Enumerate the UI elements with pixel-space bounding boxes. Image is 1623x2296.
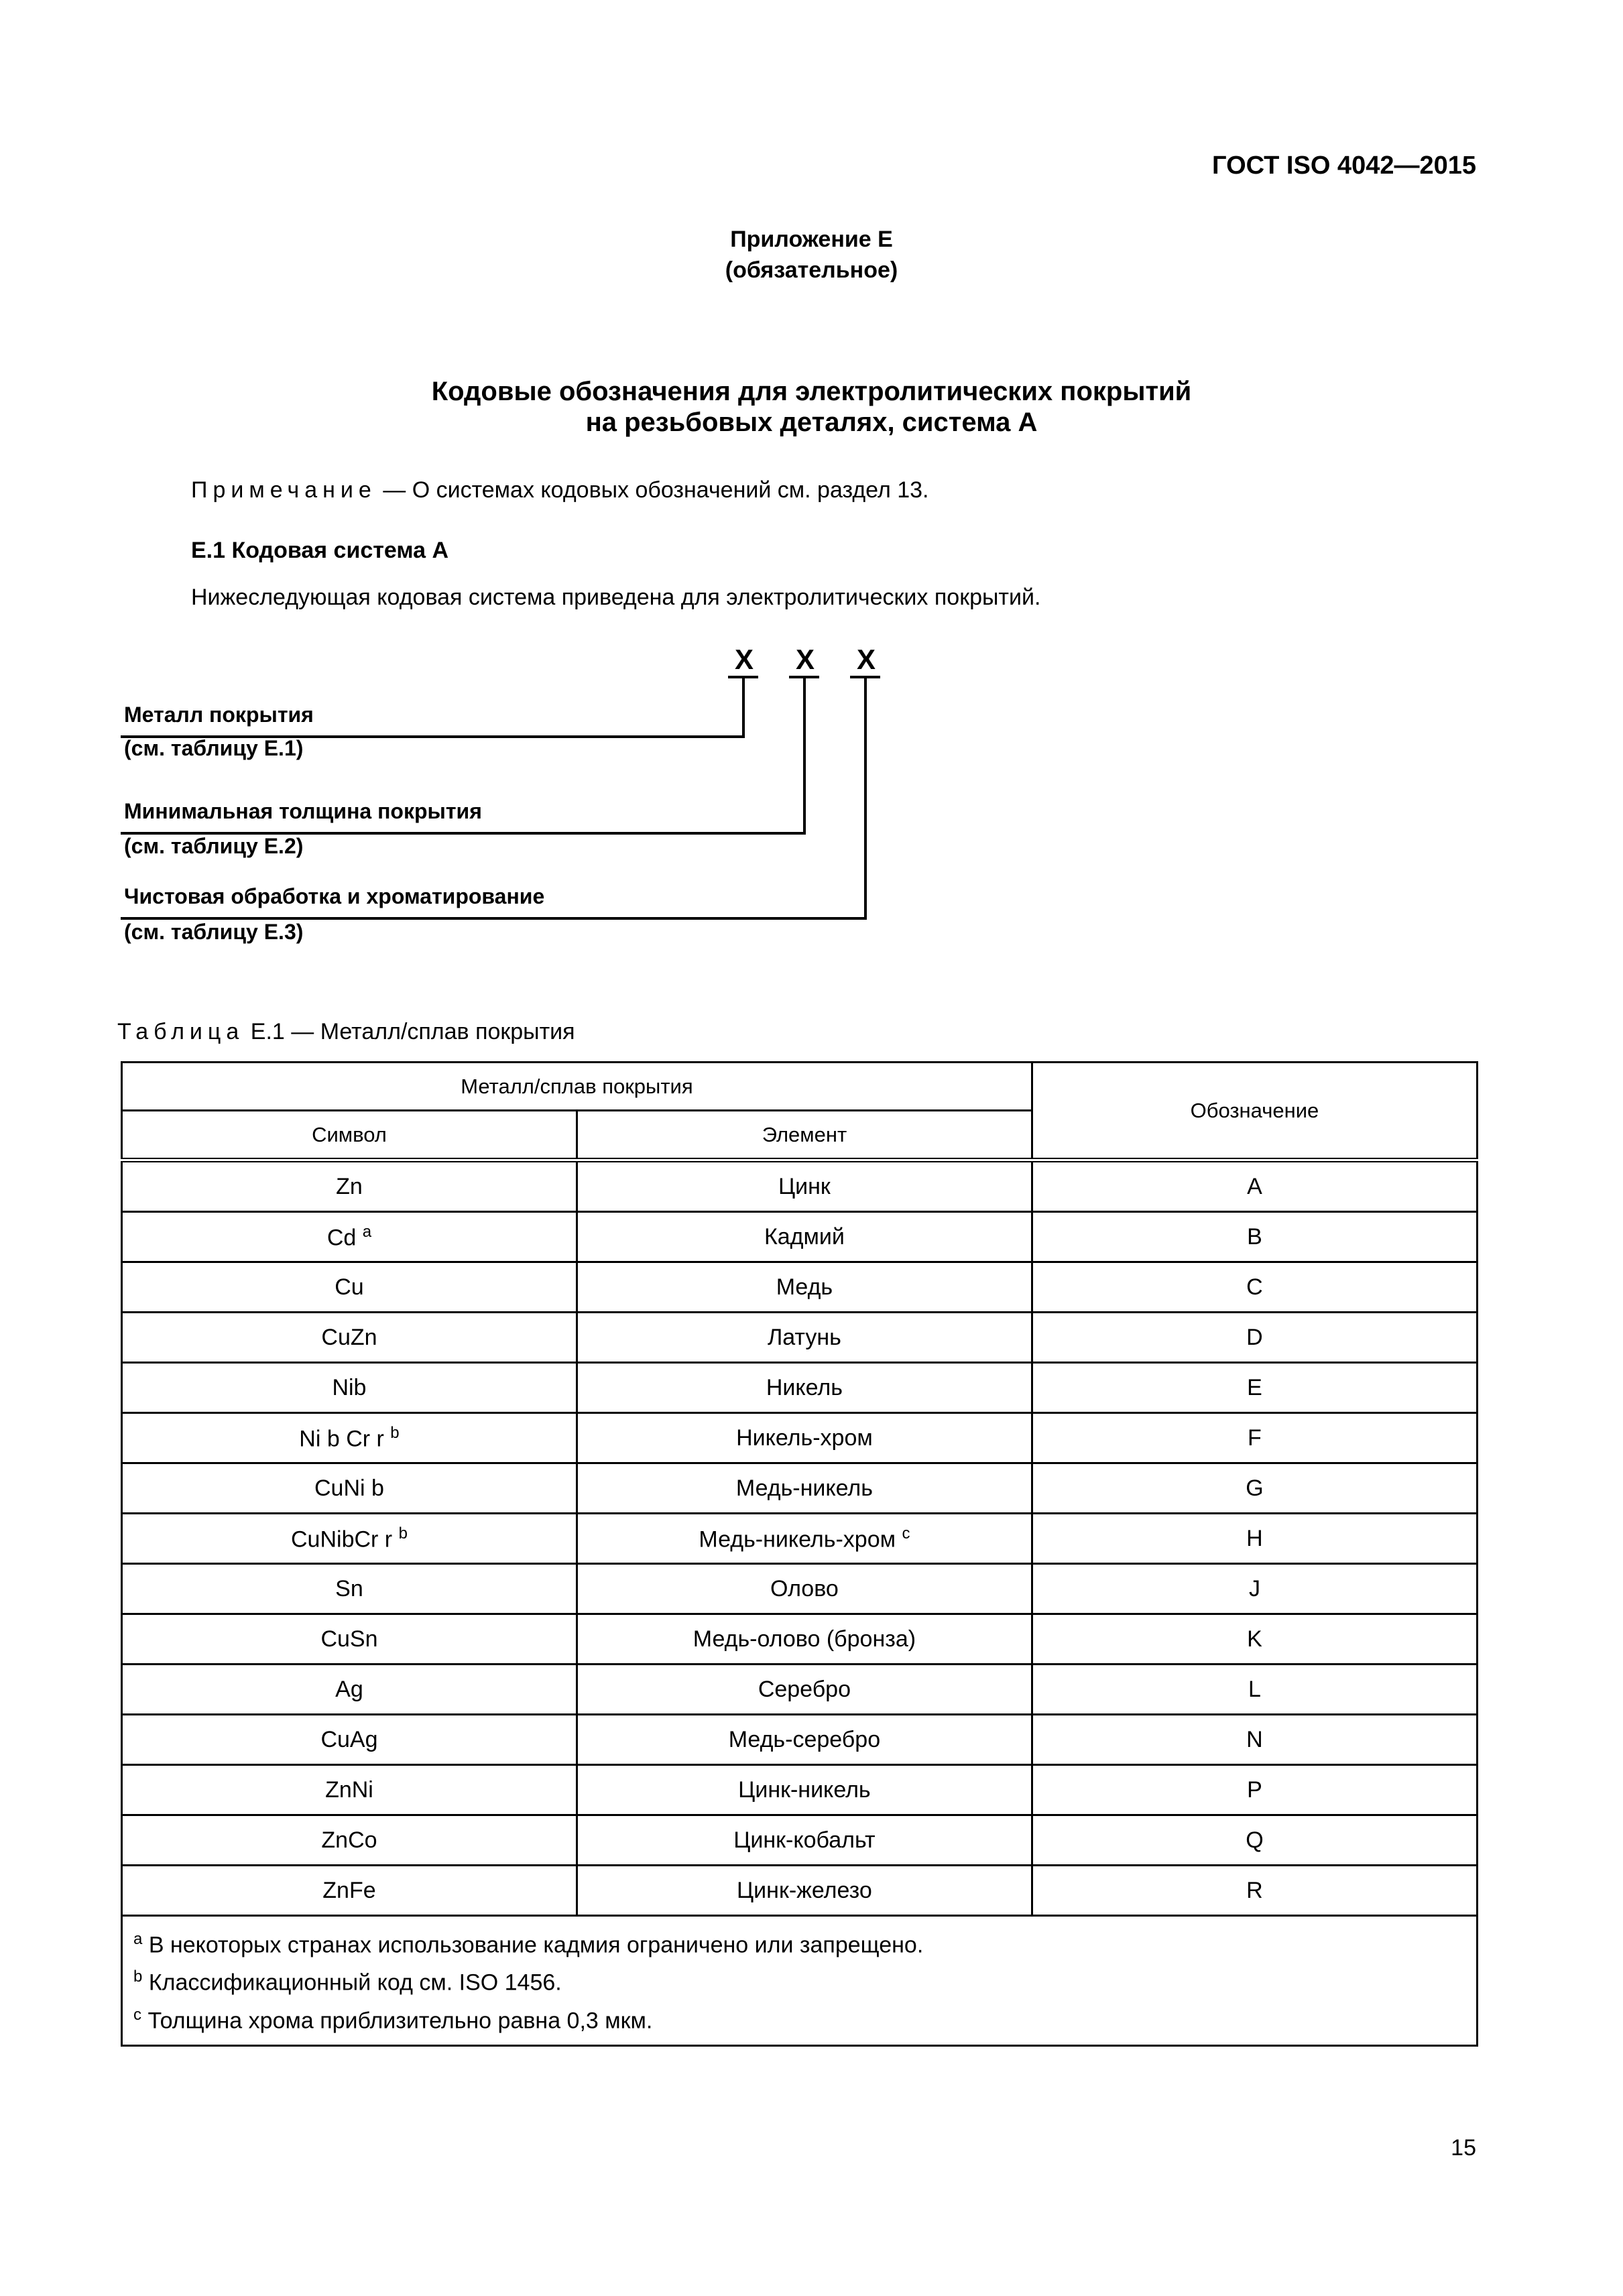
cell-code: E xyxy=(1032,1363,1477,1413)
table-row xyxy=(122,1363,1478,1413)
table-row xyxy=(122,1715,1478,1765)
cell-code: J xyxy=(1032,1564,1477,1614)
cell-code: N xyxy=(1032,1715,1477,1765)
leader-vertical-3 xyxy=(864,678,867,920)
cell-element: Латунь xyxy=(577,1313,1032,1363)
table-caption-text: Е.1 — Металл/сплав покрытия xyxy=(250,1019,575,1044)
table-row xyxy=(122,1463,1478,1514)
header-element: Элемент xyxy=(577,1111,1032,1160)
cell-code: D xyxy=(1032,1313,1477,1363)
cell-element: Кадмий xyxy=(577,1212,1032,1262)
cell-symbol: Ni b Cr r $^b$ xyxy=(122,1413,577,1463)
cell-element: Цинк xyxy=(577,1160,1032,1212)
cell-symbol: CuZn xyxy=(122,1313,577,1363)
table-row xyxy=(122,1564,1478,1614)
cell-code: C xyxy=(1032,1262,1477,1313)
note-label: Примечание xyxy=(191,477,377,503)
scheme-label-metal: Металл покрытия xyxy=(124,703,314,727)
code-mark-3: Х xyxy=(856,644,876,675)
cell-code: K xyxy=(1032,1614,1477,1665)
cell-symbol: CuAg xyxy=(122,1715,577,1765)
cell-element: Никель xyxy=(577,1363,1032,1413)
cell-symbol: CuNi b xyxy=(122,1463,577,1514)
cell-code: B xyxy=(1032,1212,1477,1262)
cell-element: Медь-серебро xyxy=(577,1715,1032,1765)
cell-code: R xyxy=(1032,1866,1477,1916)
table-row xyxy=(122,1614,1478,1665)
cell-element: Никель-хром xyxy=(577,1413,1032,1463)
cell-code: G xyxy=(1032,1463,1477,1514)
note xyxy=(191,477,929,503)
cell-code: A xyxy=(1032,1160,1477,1212)
cell-symbol: CuNibCr r $^b$ xyxy=(122,1514,577,1564)
cell-element: Медь-никель-хром $^c$ xyxy=(577,1514,1032,1564)
header-code: Обозначение xyxy=(1032,1063,1477,1160)
annex-title: Приложение Е xyxy=(730,227,893,252)
cell-symbol: Ag xyxy=(122,1665,577,1715)
note-text: — О системах кодовых обозначений см. раздел 13. xyxy=(383,477,929,503)
cell-element: Медь-олово (бронза) xyxy=(577,1614,1032,1665)
table-row xyxy=(122,1262,1478,1313)
annex-status: (обязательное) xyxy=(725,257,898,283)
table-row xyxy=(122,1866,1478,1916)
scheme-ref-thickness: (см. таблицу Е.2) xyxy=(124,834,304,858)
table-row xyxy=(122,1313,1478,1363)
footnote-b: $^b$ Классификационный код см. ISO 1456. xyxy=(133,1968,562,1996)
cell-symbol: Sn xyxy=(122,1564,577,1614)
cell-code: P xyxy=(1032,1765,1477,1815)
page-number: 15 xyxy=(1451,2135,1476,2161)
cell-symbol: Nib xyxy=(122,1363,577,1413)
cell-element: Серебро xyxy=(577,1665,1032,1715)
scheme-label-thickness: Минимальная толщина покрытия xyxy=(124,799,482,823)
cell-code: H xyxy=(1032,1514,1477,1564)
cell-code: Q xyxy=(1032,1815,1477,1866)
table-row xyxy=(122,1815,1478,1866)
table-row xyxy=(122,1212,1478,1262)
leader-vertical-1 xyxy=(742,678,745,738)
clause-heading: Е.1 Кодовая система А xyxy=(191,538,448,563)
cell-symbol: Cd $^a$ xyxy=(122,1212,577,1262)
header-symbol: Символ xyxy=(122,1111,577,1160)
table-row xyxy=(122,1765,1478,1815)
cell-symbol: ZnCo xyxy=(122,1815,577,1866)
scheme-ref-finish: (см. таблицу Е.3) xyxy=(124,920,304,944)
section-title-line2: на резьбовых деталях, система А xyxy=(585,408,1038,437)
cell-code: L xyxy=(1032,1665,1477,1715)
table-caption xyxy=(117,1019,575,1045)
cell-element: Медь xyxy=(577,1262,1032,1313)
cell-symbol: ZnFe xyxy=(122,1866,577,1916)
header-group-metal: Металл/сплав покрытия xyxy=(122,1063,1032,1111)
code-mark-2: Х xyxy=(795,644,815,675)
table-row xyxy=(122,1665,1478,1715)
cell-element: Олово xyxy=(577,1564,1032,1614)
section-title-line1: Кодовые обозначения для электролитических покрытий xyxy=(431,377,1192,406)
cell-symbol: Zn xyxy=(122,1160,577,1212)
cell-element: Цинк-кобальт xyxy=(577,1815,1032,1866)
cell-element: Медь-никель xyxy=(577,1463,1032,1514)
standard-designation: ГОСТ ISO 4042—2015 xyxy=(1212,152,1476,180)
code-mark-1: Х xyxy=(734,644,754,675)
cell-element: Цинк-железо xyxy=(577,1866,1032,1916)
cell-symbol: ZnNi xyxy=(122,1765,577,1815)
table-row xyxy=(122,1413,1478,1463)
scheme-ref-metal: (см. таблицу Е.1) xyxy=(124,736,304,760)
leader-vertical-2 xyxy=(803,678,806,835)
table-row xyxy=(122,1514,1478,1564)
cell-element: Цинк-никель xyxy=(577,1765,1032,1815)
scheme-label-finish: Чистовая обработка и хроматирование xyxy=(124,884,545,908)
coating-metal-table xyxy=(121,1061,1478,2047)
cell-symbol: CuSn xyxy=(122,1614,577,1665)
footnote-a: $^a$ В некоторых странах использование кадмия ограничено или запрещено. xyxy=(133,1930,924,1958)
table-caption-label: Таблица xyxy=(117,1019,245,1044)
cell-symbol: Cu xyxy=(122,1262,577,1313)
clause-text: Нижеследующая кодовая система приведена для электролитических покрытий. xyxy=(191,585,1041,610)
table-row xyxy=(122,1160,1478,1212)
cell-code: F xyxy=(1032,1413,1477,1463)
footnote-c: $^c$ Толщина хрома приблизительно равна 0,3 мкм. xyxy=(133,2005,653,2033)
table-footnotes xyxy=(122,1916,1478,2046)
